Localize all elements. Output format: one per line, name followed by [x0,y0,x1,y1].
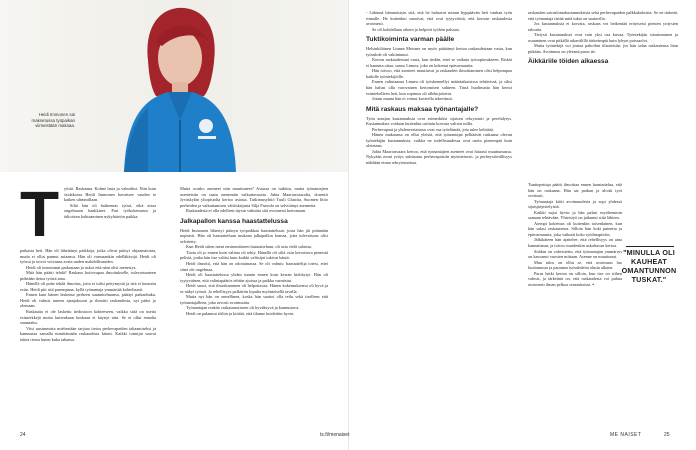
body-paragraph: paikasta heti. Hän oli lähettänyt paikkoja, jotka olivat pääsyt ohjaamatonta, mutta ei ollut pannut asiaansa. Hän oli varmaankin edelläkävijä. Heidi oli työssä ja toivoi voivansa avata uuden mahdollisuuden. [20,248,156,265]
body-paragraph: Jälkikäteen hän ajattelee, että rehellisyys on aina kannattanut, ja toivoo muidenkin uskaltavan kertoa. [528,237,622,249]
page-number-right: 25 [664,432,670,438]
body-paragraph: Raskaudesta ei olla edelleen täysin valmiita sitä avoimesti kertomaan. [186,208,307,214]
body-paragraph: Ennen valintaansa Linnea oli työskennellyt määräaikaisissa tehtävissä, ja siksi hän halusi olla varovainen kertomisen suhteen. Tästä huolimatta hän kertoi esimiehelleen heti, kun sopimus oli allekirjoitettu. [366,79,512,96]
page-number-left: 24 [20,432,26,438]
subheading: Jalkapallon kanssa haastattelussa [180,217,288,225]
body-paragraph: Hän toivoo, että asenteet muuttuvat ja raskauden ilmoittaminen olisi helpompaa kaikille työntekijöille. [366,68,512,79]
body-paragraph: - Lähinnä hämmästyin sitä, että he haluavat minun hyppäävän heti vanhan työn rinnalle. He kuitenkin sanoivat, että ovat tyytyväisiä, että kerroin raskaudesta avoimesti. [366,10,512,27]
body-paragraph: Työnantaja kiitti avoimuudesta ja sopi yhdessä sijaisjärjestelyistä. [528,198,622,210]
body-paragraph: Mutta ovatko asenteet niin muuttuneet? Asiassa on tutkittu, mutta työnantajien asenteisiin on saatu enemmän vaikuttavuutta. Juhta Maariasvaaralta, dosentti Jyväskylän yliopistolta kertoo asiasta. Tutkimusyhtiö Tuuli Glasitta, Suomen liitto perheiden ja vaikuttamisen väitöskirjasta Silja Paavola on selvittänyt asennetta. [180,186,328,208]
body-paragraph: Mutta työntekijä voi joutua pahoihin tilanteisiin, jos hän salaa raskautensa liian pitkään. Avoimuus on yleensä paras tie. [528,43,678,54]
body-paragraph: Heidi oli innostunut paikastaan ja uskoi että näin olisi menestys. [26,264,137,270]
subheading: Äikkäriile töiden aikaessa [528,58,609,66]
body-paragraph: Jos kustannuksia ei korvata, raskaus voi heikentää erityisesti pienten yritysten taloutta. [528,21,678,32]
intro-paragraph: Siltä hän oli haikennas työsä, eikä asiaa ongelmaan hankkinet. Pari työkokemusta ja tältoisten kohtaaminen nykyhäiriön paikka. [64,202,156,219]
section-label: ME NAISET [610,432,642,438]
body-paragraph: Mutta nyt hän on onnellinen, koska hän saattoi olla reilu sekä itselleen että työnantajalleen, joka arvosti avoimuutta. [180,294,328,305]
body-paragraph: Kaikki sujui hyvin ja hän palasi myöhemmin samaan tehtävään. Yhteistyö on jatkunut siitä lähtien. [528,209,622,221]
woman-portrait-illustration [96,0,256,172]
body-paragraph: Hänen mukaansa on ollut yleistä, että työnantajat pelkäävät raskaana olevan työntekijän kustannuksia, vaikka ne todellisuudessa ovat usein pienempiä kuin oletetaan. [366,132,512,149]
body-text: Paras hetki kertoa on silloin, kun itse on siihen valmis, ja tärkeintä on, että raskaudesta voi puhua avoimesti ilman pelkoa seurauksista. [528,270,622,287]
body-paragraph: Työn antajan kustannuksia ovat esimerkiksi sijaisen rekrytointi ja perehdytys. Kustannuksia voidaan kuitenkin osittain korvata valtion tuilla. [366,115,512,127]
body-paragraph: Heidi oli haastattelussa yhden tunnin ennen kuin kerran kieltäytyi. Hän oli tyytyväinen, että valintapäätös tehtiin ajoissa ja paikka varmistui. [180,272,328,283]
body-paragraph: Työnantajan reaktio raskausuutiseen oli hyväksyvä ja kannustava. [186,305,300,311]
footer-url: ts.fi/menaiset [320,432,350,438]
intro-paragraph: yöstö. Raskaana. Kolme lasta jo valmiiksi. Niin kuin viidakossa Heidi Immonen havaitsee vauden te kaiken ulimmillaan. [64,186,156,203]
left-column-1 [20,248,156,342]
body-paragraph: Se oli kohdallaan oikein ja helpotti työhön paluuta. [372,26,460,32]
drop-cap: T [20,178,60,250]
body-paragraph: Heidi Immonen lähestyi pääsyn työpaikkaa haastatteluun, josta hän jäi pitämään nopeasti. Hän oli haastatteluun mukana jalkapallon kanssa, jotta tulevaisuus olisi selvitetty. [180,227,328,244]
body-paragraph: Juhta Maariasvaara kertoo, että työnantajien asenteet ovat hitaasti muuttumassa. Nykyään moni yritys suhtautuu perhevapaisiin myönteisesti, ja perheystävällisyys nähdään etuna rekrytoinnissa. [366,148,512,166]
body-paragraph: Ennen kuin hänen laskenut perheen suunnitelmansa, päättyi paikanhaku. Heidi oli valmis uuteen ajanjaksoon ja ilmoitti raskaudesta, nyt pääsi jo olemaan. [20,292,156,309]
body-paragraph: Viisi uusimmista miehestään tarjoaa tietoa perhevapaiden takaamiseksi ja kannustaa samalla nimittämään raskaudesta kiinni. Kaikki toimijat saavat tukea tietoa kuten kuka tahansa. [20,325,156,342]
body-paragraph: Muu tulos on ollut se, että avoimuus luo luottamusta ja parantaa työsuhdetta alusta alkaen. [528,259,622,271]
body-paragraph: Tietysti kustannukset ovat vain yksi osa kuvaa. Työntekijän sitoutuminen ja osaaminen ovat pitkällä aikavälillä tärkeämpiä kuin lyhyet poissaolot. [528,32,678,43]
body-paragraph: Aiempi kokemus oli kuitenkin toisenlainen, kun hän salasi raskautensa. Silloin hän koki painetta ja epävarmuutta, joka vaikutti koko työilmapiiriin. [528,220,622,237]
body-paragraph: Hänellä oli puhe tehdä ilmoitus, jotta ei tulisi pettymystä ja sitä ei kutsuttu esiin. Heidi piti sitä parempana, kyllä työnantaja ymmärtää kohteliaasti. [20,281,156,292]
right-column-1 [366,10,512,166]
body-paragraph: Jotain muuta hän ei voinut kuvitella tekevänsä. [372,96,453,102]
body-paragraph: Raskautta ei ole laskettu tiedostoon kohteeseen, vaikka siitä on useita esimerkkejä mutta kuitenkaan koskaan ei käynyt niin. Se ei ollut ennalta suunnattu. [20,309,156,326]
subheading: Tuktikoiminta varman päälle [366,36,455,44]
pull-quote: "MINULLA OLI KAUHEAT OMANTUNNON TUSKAT." [621,248,677,284]
left-column-2 [180,186,328,316]
body-paragraph: Kerron raskaudestani vasta, kun tiedän, ettei se vaikuta työsopimukseen. Riskiä ei kannata ottaa, sanoo Linnea, joka on kokenut epävarmuutta. [366,57,512,68]
right-column-2-top [528,10,678,68]
body-paragraph: Perhevapaat ja yhdenvertaisuus ovat osa työelämää, jota tulee kehittää. [372,126,494,132]
body-paragraph: Sitäkin on vahvistettu, että työnantajan ymmärrys on kasvanut vuosien mittaan. Asenne on muuttunut. [528,248,622,260]
body-paragraph: raskauden sairaslomakustannuksista sekä perhevapaiden palkkakuluista. Se on tärkeää, että työnantaja tietää mitä tukia on saatavilla. [528,10,678,21]
page-gutter [348,0,349,450]
body-paragraph: Tuota oli jo ennen kuin valinta oli tehty. Hänellä oli siltä osin kerrottava pienestä pelistä, jonka hän itse valitsi kuin kaikki valitsijat tukivat häntä. [180,249,328,261]
intro-text [64,186,156,219]
photo-caption: Heidi Immonen sai maksetussa työpaikan viimeistään maksaa. [31,112,75,129]
end-mark: • [592,281,594,287]
portrait-photo [0,0,348,172]
body-paragraph: Heidi ilmoitti, että hän on odottamassa. Se oli valmis: haastattelija totesi, ettei siinä ole ongelmaa. [180,261,328,272]
subheading: Mitä raskaus maksaa työnantajalle? [366,105,479,113]
body-paragraph: Helsinkiläinen Linnea Meisner on myös päättänyt kertoa raskaudestaan vasta, kun työsuhde oli vakiintunut. [366,46,512,57]
body-paragraph: Mitä hän päätti tehdä? Raskaus hoitovapaa ilmoitukselle, tulevaisuuteen pidetään tietoa työstä aina. [20,270,156,281]
body-paragraph: Heidi on palannut töihin ja kiittää, että tilanne hoidettiin hyvin. [186,310,295,316]
body-paragraph: Tuntiopettaja päätti ilmoittaa ennen haastattelua, että hän on raskaana. Hän sai paikan ja aloitti työt sovitusti. [528,182,622,199]
body-paragraph: Kun Heidi sitten meni ensimmäiseen haastatteluun, oli asia vielä salaista. [186,244,312,250]
body-paragraph: Heidi sanoi, että ilmoittaminen oli helpottavaa. Hänen kokemuksensa oli hyvä ja se näkyi työssä. Ja rehellisyys palkittiin lopulta myönteisellä tavalla. [180,283,328,294]
pull-quote-rule [626,246,674,247]
